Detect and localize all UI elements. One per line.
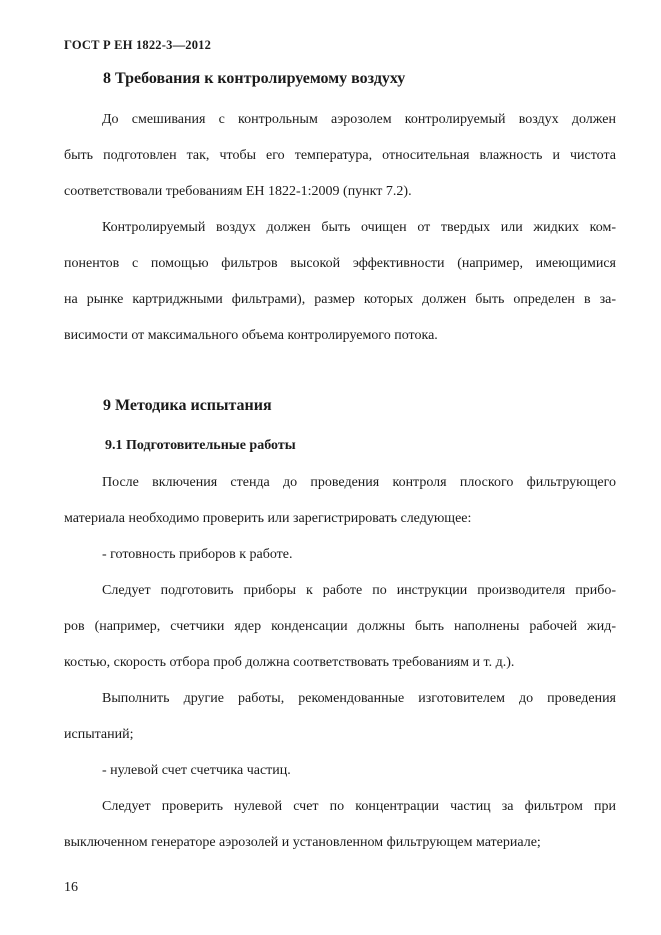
text-line: костью, скорость отбора проб должна соответствовать требованиям и т. д.). — [64, 655, 515, 670]
section-8-paragraph-1 — [64, 102, 616, 210]
text-line: испытаний; — [64, 727, 134, 742]
text-line: Следует подготовить приборы к работе по инструкции производителя прибо- — [102, 583, 616, 598]
standard-header: ГОСТ Р ЕН 1822-3—2012 — [64, 38, 212, 52]
text-line: соответствовали требованиям ЕН 1822-1:2009 (пункт 7.2). — [64, 184, 412, 199]
list-item: - нулевой счет счетчика частиц. — [102, 763, 291, 778]
page-number: 16 — [64, 880, 78, 895]
subsection-9-1-title: 9.1 Подготовительные работы — [105, 438, 296, 453]
section-8-paragraph-2 — [64, 210, 616, 354]
text-line: на рынке картриджными фильтрами), размер которых должен быть определен в за- — [64, 292, 616, 307]
text-line: Контролируемый воздух должен быть очищен от твердых или жидких ком- — [102, 220, 616, 235]
text-line: Выполнить другие работы, рекомендованные изготовителем до проведения — [102, 691, 616, 706]
section-9-body — [64, 465, 616, 861]
text-line: До смешивания с контрольным аэрозолем контролируемый воздух должен — [102, 112, 616, 127]
text-line: Следует проверить нулевой счет по концентрации частиц за фильтром при — [102, 799, 616, 814]
text-line: материала необходимо проверить или зарегистрировать следующее: — [64, 511, 472, 526]
list-item: - готовность приборов к работе. — [102, 547, 293, 562]
section-8-title: 8 Требования к контролируемому воздуху — [103, 70, 406, 87]
text-line: выключенном генераторе аэрозолей и установленном фильтрующем материале; — [64, 835, 541, 850]
text-line: ров (например, счетчики ядер конденсации должны быть наполнены рабочей жид- — [64, 619, 616, 634]
section-9-title: 9 Методика испытания — [103, 397, 272, 414]
text-line: понентов с помощью фильтров высокой эффективности (например, имеющимися — [64, 256, 616, 271]
text-line: После включения стенда до проведения контроля плоского фильтрующего — [102, 475, 616, 490]
text-line: висимости от максимального объема контролируемого потока. — [64, 328, 438, 343]
text-line: быть подготовлен так, чтобы его температура, относительная влажность и чистота — [64, 148, 616, 163]
